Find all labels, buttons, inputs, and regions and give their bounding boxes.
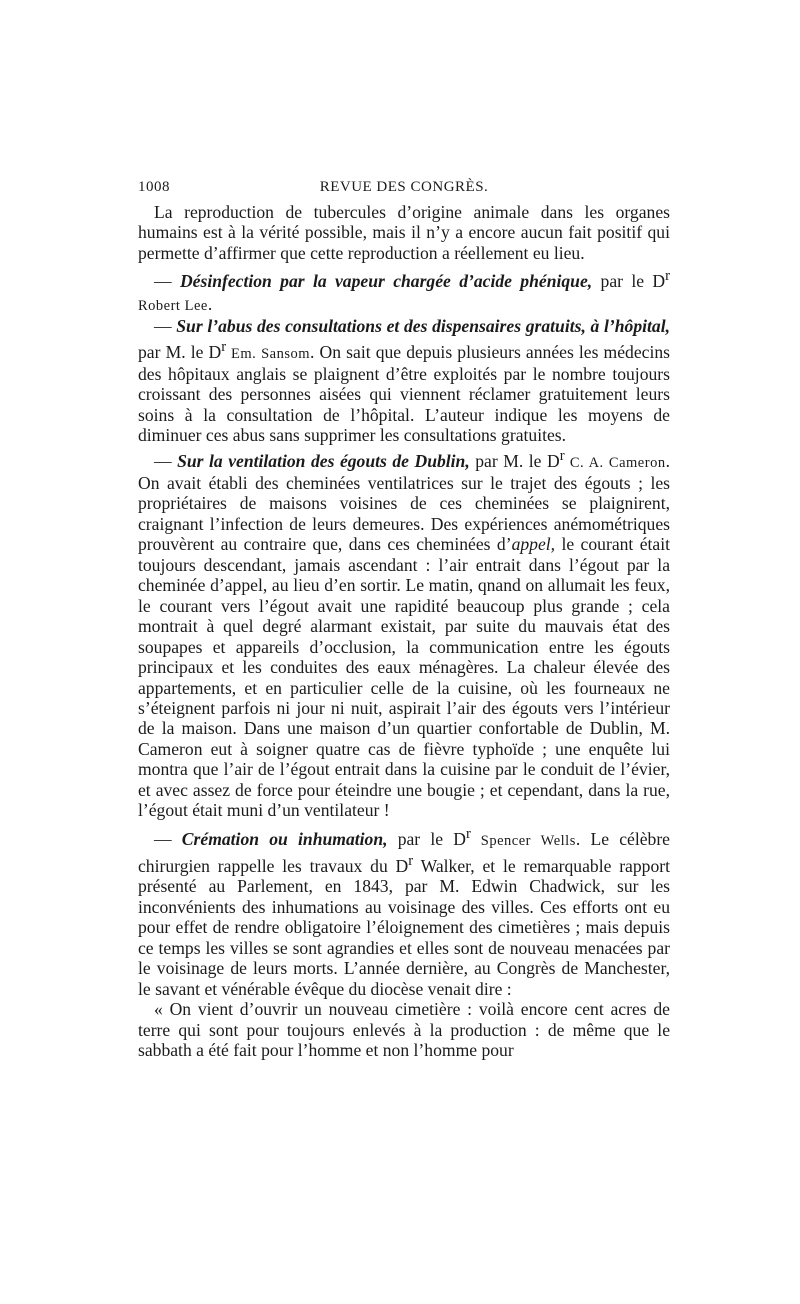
author-name: Em. Sansom: [226, 345, 311, 362]
paragraph-tubercules: La reproduction de tubercules d’origine animale dans les organes humains est à la vérité possible, mais il n’y a encore aucun fait positif qui permette d’affirmer que cette reproduction a réellement eu lieu.: [138, 202, 670, 263]
entry-desinfection: — Désinfection par la vapeur chargée d’acide phénique, par le $D^r$ Robert Lee.: [138, 268, 670, 314]
running-header: [138, 172, 670, 202]
document-page: [138, 172, 670, 1060]
quotation-paragraph: « On vient d’ouvrir un nouveau cimetière : voilà encore cent acres de terre qui sont pour toujours enlevés à la production : de même que le sabbath a été fait pour l’homme et non l’homme pour: [138, 999, 670, 1060]
entry-ventilation: — Sur la ventilation des égouts de Dublin, par M. le $D^r$ C. A. Cameron. On avait établi des cheminées ventilatrices sur le trajet des égouts ; les propriétaires de maisons voisines de ces cheminées se plaignirent, craignant l’infection de leurs demeures. Des expériences anémométriques prouvèrent au contraire que, dans ces cheminées d’appel, le courant était toujours descendant, jamais ascendant : l’air entrait dans l’égout par la cheminée d’appel, au lieu d’en sortir. Le matin, qnand on allumait les feux, le courant vers l’égout avait une rapidité beaucoup plus grande ; cela montrait à quel degré alarmant existait, par suite du mauvais état des soupapes et appareils d’occlusion, la communication entre les égouts principaux et les conduites des eaux ménagères. La chaleur élevée des appartements, et en particulier celle de la cuisine, où les fourneaux ne s’éteignent parfois ni jour ni nuit, aspirait l’air des égouts vers l’intérieur de la maison. Dans une maison d’un quartier confortable de Dublin, M. Cameron eut à soigner quatre cas de fièvre typhoïde ; une enquête lui montra que l’air de l’égout entrait dans la cuisine par le conduit de l’évier, et avec assez de force pour éteindre une bougie ; et cependant, dans la rue, l’égout était muni d’un ventilateur !: [138, 447, 670, 821]
entry-consultations: — Sur l’abus des consultations et des dispensaires gratuits, à l’hôpital, par M. le $D^r$ Em. Sansom. On sait que depuis plusieurs années les médecins des hôpitaux anglais se plaignent d’être exploités par le nombre toujours croissant des personnes aisées qui viennent réclamer gratuitement leurs soins à la consultation de l’hôpital. L’auteur indique les moyens de diminuer ces abus sans supprimer les consultations gratuites.: [138, 316, 670, 446]
entry-title: Crémation ou inhumation,: [181, 828, 388, 849]
entry-title: Désinfection par la vapeur chargée d’acide phénique,: [179, 271, 593, 292]
entry-title: Sur l’abus des consultations et des dispensaires gratuits, à l’hôpital,: [176, 316, 670, 337]
entry-title: Sur la ventilation des égouts de Dublin,: [177, 450, 470, 471]
entry-cremation: — Crémation ou inhumation, par le $D^r$ Spencer Wells. Le célèbre chirurgien rappelle les travaux du $D^r$ Walker, et le remarquable rapport présenté au Parlement, en 1843, par M. Edwin Chadwick, sur les inconvénients des inhumations au voisinage des villes. Ces efforts ont eu pour effet de rendre obligatoire l’éloignement des cimetières ; mais depuis ce temps les villes se sont agrandies et elles sont de nouveau menacées par le voisinage de leurs morts. L’année dernière, au Congrès de Manchester, le savant et vénérable évêque du diocèse venait dire :: [138, 825, 670, 999]
author-name: Robert Lee: [138, 297, 208, 314]
italic-term: appel,: [511, 534, 556, 555]
page-number: 1008: [138, 179, 170, 195]
author-name: Spencer Wells: [470, 832, 576, 849]
author-name: C. A. Cameron: [564, 454, 666, 471]
running-title: REVUE DES CONGRÈS.: [319, 179, 489, 195]
